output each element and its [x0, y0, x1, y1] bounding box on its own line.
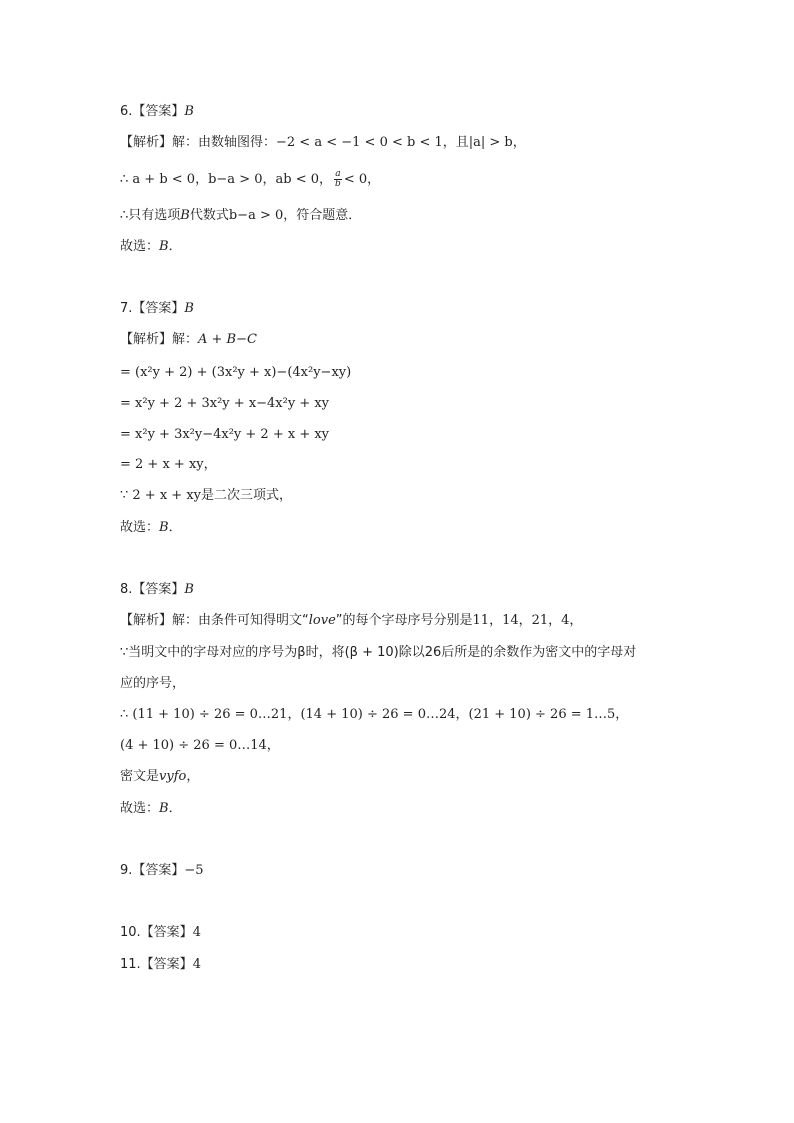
q9-answer-line	[120, 861, 204, 881]
q6-analysis-label: 【解析】解：由数轴图得：	[120, 135, 277, 150]
q7-choose-line	[120, 518, 182, 538]
q7-choose-end: ．	[168, 520, 182, 535]
q6-inequality: −2 < a < −1 < 0 < b < 1	[276, 135, 443, 150]
q8-analysis-line-3: 应的序号，	[120, 676, 186, 691]
q6-l3-pre: ∴只有选项	[120, 208, 181, 223]
q8-answer-line	[120, 580, 194, 600]
q7-analysis-line-0	[120, 330, 257, 350]
q6-title: 6.【答案】	[120, 104, 185, 119]
q6-analysis-line-2	[120, 170, 380, 190]
q8-cipher-word: vyfo	[159, 769, 187, 784]
q10-answer-line	[120, 923, 201, 943]
q6-sep-c: ，	[319, 172, 333, 187]
q6-choose-line	[120, 237, 182, 257]
q6-choose: 故选：	[120, 239, 160, 254]
q9-answer: −5	[184, 863, 204, 878]
q9-title: 9.【答案】	[120, 863, 185, 878]
fraction-numerator: a	[335, 169, 341, 179]
q7-answer: B	[184, 301, 194, 316]
q6-sep: ，且	[442, 135, 469, 150]
q6-end: ，	[512, 135, 526, 150]
q7-step-3: = x²y + 3x²y−4x²y + 2 + x + xy	[120, 427, 330, 442]
q6-answer: B	[184, 104, 194, 119]
q8-choose-value: B	[159, 801, 169, 816]
q6-ineq-b: b−a > 0	[208, 172, 263, 187]
q8-choose-end: ．	[168, 801, 182, 816]
q8-analysis-line-4: ∴ (11 + 10) ÷ 26 = 0…21，(14 + 10) ÷ 26 = 0…24，(21 + 10) ÷ 26 = 1…5，	[120, 707, 629, 722]
q6-analysis-line-1	[120, 133, 526, 153]
q8-analysis-line-2: ∵当明文中的字母对应的序号为β时，将(β + 10)除以26后所是的余数作为密文中的字母对	[120, 645, 637, 660]
q8-analysis-line-1	[120, 611, 582, 631]
q8-l1-nums: 11，14，21，4，	[472, 613, 583, 628]
q7-choose-value: B	[159, 520, 169, 535]
q8-l6-pre: 密文是	[120, 769, 160, 784]
q6-abs-inequality: |a| > b	[468, 135, 513, 150]
q7-analysis-label: 【解析】解：	[120, 332, 199, 347]
q8-plain-word: love	[308, 613, 336, 628]
q8-choose: 故选：	[120, 801, 160, 816]
q6-l3-math: b−a > 0	[228, 208, 284, 223]
q7-answer-line	[120, 299, 194, 319]
q6-fraction-rest: < 0，	[343, 172, 381, 187]
q6-fraction	[334, 170, 342, 189]
q10-answer: 4	[192, 925, 201, 940]
q7-step-1: = (x²y + 2) + (3x²y + x)−(4x²y−xy)	[120, 365, 352, 380]
q11-answer: 4	[192, 957, 201, 972]
q10-title: 10.【答案】	[120, 925, 193, 940]
q8-l6-end: ，	[186, 769, 200, 784]
q7-title: 7.【答案】	[120, 301, 185, 316]
q7-expr-0: A + B−C	[198, 332, 257, 347]
q8-analysis-line-5: (4 + 10) ÷ 26 = 0…14，	[120, 738, 280, 753]
q8-answer: B	[184, 582, 194, 597]
q11-answer-line	[120, 955, 201, 975]
q7-because-math: ∵ 2 + x + xy	[120, 488, 201, 503]
q6-choose-value: B	[159, 239, 169, 254]
q11-title: 11.【答案】	[120, 957, 193, 972]
q6-l3-post: ，符合题意．	[283, 208, 362, 223]
q8-title: 8.【答案】	[120, 582, 185, 597]
q7-because-text: 是二次三项式，	[201, 488, 293, 503]
q6-choose-end: ．	[168, 239, 182, 254]
q6-ineq-a: a + b < 0	[132, 172, 196, 187]
q6-analysis-line-3	[120, 206, 361, 226]
q7-because-line	[120, 486, 292, 506]
q6-option: B	[180, 208, 190, 223]
q8-analysis-line-6	[120, 767, 199, 787]
q7-choose: 故选：	[120, 520, 160, 535]
therefore-symbol: ∴	[120, 172, 133, 187]
q7-step-2: = x²y + 2 + 3x²y + x−4x²y + xy	[120, 396, 330, 411]
q6-answer-line	[120, 102, 194, 122]
q8-choose-line	[120, 799, 182, 819]
q6-sep-a: ，	[195, 172, 209, 187]
q8-analysis-label: 【解析】解：由条件可知得明文“	[120, 613, 309, 628]
q6-l3-mid: 代数式	[189, 208, 229, 223]
fraction-denominator: b	[335, 179, 341, 189]
q8-l1-post: ”的每个字母序号分别是	[335, 613, 473, 628]
q7-step-4: = 2 + x + xy，	[120, 457, 217, 472]
q6-ineq-c: ab < 0	[275, 172, 320, 187]
q6-sep-b: ，	[262, 172, 276, 187]
